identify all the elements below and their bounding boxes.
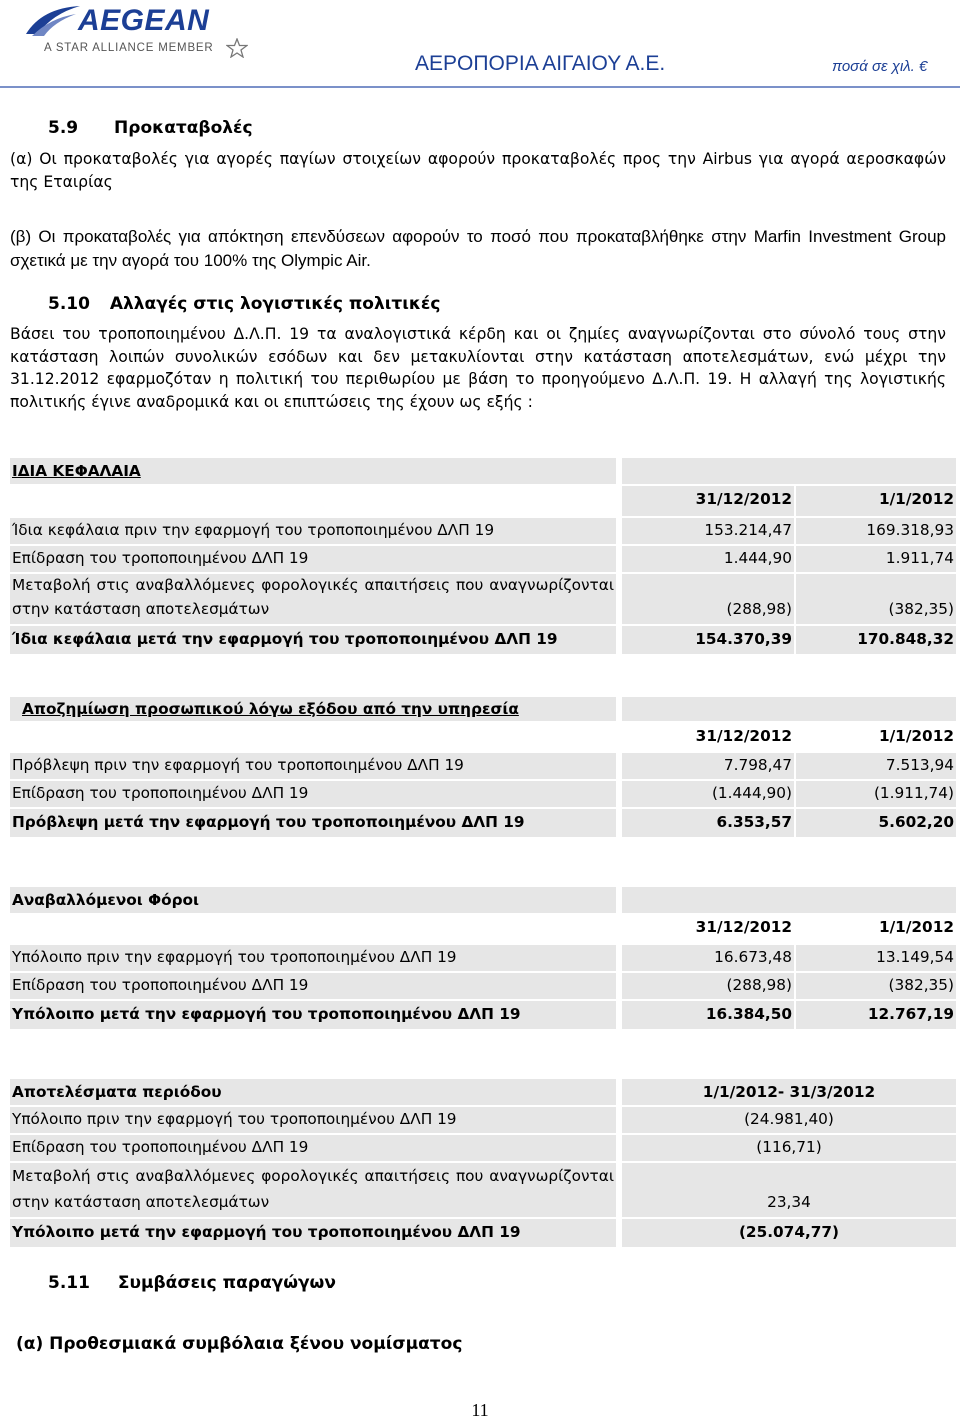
row-value: 153.214,47 xyxy=(704,521,792,539)
section-title: Αλλαγές στις λογιστικές πολιτικές xyxy=(109,294,441,314)
row-label: Υπόλοιπο πριν την εφαρμογή του τροποποιημένου ΔΛΠ 19 xyxy=(12,948,457,966)
col-header: 1/1/2012 xyxy=(878,490,954,508)
table-row xyxy=(10,1135,956,1161)
row-label-line2: στην κατάσταση αποτελεσμάτων xyxy=(12,1193,270,1211)
table-row xyxy=(10,518,956,544)
row-value: (1.444,90) xyxy=(711,784,792,802)
table-title-row xyxy=(10,458,956,484)
row-value: (382,35) xyxy=(888,976,954,994)
row-label-line1: Μεταβολή στις αναβαλλόμενες φορολογικές απαιτήσεις που αναγνωρίζονται xyxy=(12,576,614,594)
col-header: 31/12/2012 xyxy=(695,727,792,745)
table-header-row xyxy=(10,486,956,516)
row-value: 6.353,57 xyxy=(716,813,792,831)
paragraph-5-9-a: (α) Οι προκαταβολές για αγορές παγίων στοιχείων αφορούν προκαταβολές προς την Airbus για αγορά αεροσκαφών της Εταιρίας xyxy=(10,150,946,191)
row-value: 16.384,50 xyxy=(705,1005,792,1023)
section-number: 5.9 xyxy=(48,118,79,138)
table-title-row xyxy=(10,887,956,913)
row-label: Επίδραση του τροποποιημένου ΔΛΠ 19 xyxy=(12,549,309,567)
row-label: Ίδια κεφάλαια μετά την εφαρμογή του τροποποιημένου ΔΛΠ 19 xyxy=(12,630,558,648)
row-label: Επίδραση του τροποποιημένου ΔΛΠ 19 xyxy=(12,784,309,802)
row-label: Ίδια κεφάλαια πριν την εφαρμογή του τροποποιημένου ΔΛΠ 19 xyxy=(12,521,495,539)
row-value: (24.981,40) xyxy=(744,1110,834,1128)
row-value: (382,35) xyxy=(888,600,954,618)
table-title: Αποζημίωση προσωπικού λόγω εξόδου από την υπηρεσία xyxy=(22,700,519,718)
section-5-9-heading xyxy=(48,118,253,138)
row-value: 7.513,94 xyxy=(885,756,954,774)
table-header-row xyxy=(10,915,956,943)
section-title: Προκαταβολές xyxy=(114,118,253,138)
table-total-row xyxy=(10,1001,956,1029)
table-total-row xyxy=(10,626,956,654)
table-header-row xyxy=(10,1079,956,1105)
row-value: 1.911,74 xyxy=(885,549,954,567)
paragraph-5-9-b: (β) Οι προκαταβολές για απόκτηση επενδύσεων αφορούν το ποσό που προκαταβλήθηκε στην Marfin Investment Group σχετικά με την αγορά του 100% της Olympic Air. xyxy=(10,227,946,270)
table-row xyxy=(10,546,956,572)
table-title: Αποτελέσματα περιόδου xyxy=(12,1083,222,1101)
row-value: 169.318,93 xyxy=(866,521,954,539)
table-header-row xyxy=(10,723,956,751)
page-number: 11 xyxy=(471,1400,489,1420)
row-value: 170.848,32 xyxy=(857,630,954,648)
row-value: (1.911,74) xyxy=(873,784,954,802)
table-row xyxy=(10,1163,956,1217)
row-value: (288,98) xyxy=(726,600,792,618)
logo-tagline: A STAR ALLIANCE MEMBER xyxy=(44,42,214,54)
row-value: 154.370,39 xyxy=(695,630,792,648)
row-value: 16.673,48 xyxy=(714,948,792,966)
table-row xyxy=(10,753,956,779)
table-total-row xyxy=(10,809,956,837)
amount-units-note: ποσά σε χιλ. € xyxy=(832,58,928,75)
row-value: (116,71) xyxy=(756,1138,822,1156)
table-row xyxy=(10,973,956,999)
row-label: Υπόλοιπο πριν την εφαρμογή του τροποποιημένου ΔΛΠ 19 xyxy=(12,1110,457,1128)
header-divider xyxy=(0,86,960,88)
table-row xyxy=(10,1107,956,1133)
row-value: 23,34 xyxy=(767,1193,811,1211)
row-label: Υπόλοιπο μετά την εφαρμογή του τροποποιημένου ΔΛΠ 19 xyxy=(12,1005,521,1023)
col-header: 1/1/2012- 31/3/2012 xyxy=(702,1083,876,1101)
row-value: 1.444,90 xyxy=(723,549,792,567)
section-5-10-heading xyxy=(48,294,440,314)
table-row xyxy=(10,574,956,624)
col-header: 1/1/2012 xyxy=(878,918,954,936)
row-label: Πρόβλεψη μετά την εφαρμογή του τροποποιημένου ΔΛΠ 19 xyxy=(12,813,525,831)
section-5-11-heading xyxy=(48,1273,336,1293)
section-title: Συμβάσεις παραγώγων xyxy=(117,1273,336,1293)
paragraph-5-10: Βάσει του τροποποιημένου Δ.Λ.Π. 19 τα αναλογιστικά κέρδη και οι ζημίες αναγνωρίζονται στο σύνολό τους στην κατάσταση λοιπών συνολικών εσόδων και δεν μετακυλίονται στην κατάσταση αποτελεσμάτων, ενώ μέχρι την 31.12.2012 εφαρμοζόταν η πολιτική του περιθωρίου με βάση το προηγούμενο Δ.Λ.Π. 19. Η αλλαγή της λογιστικής πολιτικής έγινε αναδρομικά και οι επιπτώσεις της έχουν ως εξής : xyxy=(10,325,946,412)
logo-swoosh-icon xyxy=(24,4,82,38)
company-name: ΑΕΡΟΠΟΡΙΑ ΑΙΓΑΙΟΥ Α.Ε. xyxy=(415,52,666,75)
star-alliance-icon xyxy=(226,38,248,58)
row-label-line1: Μεταβολή στις αναβαλλόμενες φορολογικές απαιτήσεις που αναγνωρίζονται xyxy=(12,1167,614,1185)
row-value: 13.149,54 xyxy=(876,948,954,966)
table-title: ΙΔΙΑ ΚΕΦΑΛΑΙΑ xyxy=(12,462,141,480)
row-label: Επίδραση του τροποποιημένου ΔΛΠ 19 xyxy=(12,976,309,994)
row-label: Υπόλοιπο μετά την εφαρμογή του τροποποιημένου ΔΛΠ 19 xyxy=(12,1223,521,1241)
col-header: 31/12/2012 xyxy=(695,490,792,508)
table-total-row xyxy=(10,1219,956,1247)
row-value: (288,98) xyxy=(726,976,792,994)
table-row xyxy=(10,781,956,807)
subsection-heading: (α) Προθεσμιακά συμβόλαια ξένου νομίσματος xyxy=(16,1334,463,1354)
table-row xyxy=(10,945,956,971)
col-header: 31/12/2012 xyxy=(695,918,792,936)
row-value: (25.074,77) xyxy=(738,1223,840,1241)
section-number: 5.11 xyxy=(48,1273,90,1293)
row-label: Πρόβλεψη πριν την εφαρμογή του τροποποιημένου ΔΛΠ 19 xyxy=(12,756,464,774)
table-title-row xyxy=(10,697,956,721)
row-value: 5.602,20 xyxy=(878,813,954,831)
row-value: 7.798,47 xyxy=(723,756,792,774)
row-label: Επίδραση του τροποποιημένου ΔΛΠ 19 xyxy=(12,1138,309,1156)
row-label-line2: στην κατάσταση αποτελεσμάτων xyxy=(12,600,270,618)
row-value: 12.767,19 xyxy=(867,1005,954,1023)
col-header: 1/1/2012 xyxy=(878,727,954,745)
logo-wordmark: AEGEAN xyxy=(78,4,210,37)
section-number: 5.10 xyxy=(48,294,90,314)
table-title: Αναβαλλόμενοι Φόροι xyxy=(12,891,200,909)
